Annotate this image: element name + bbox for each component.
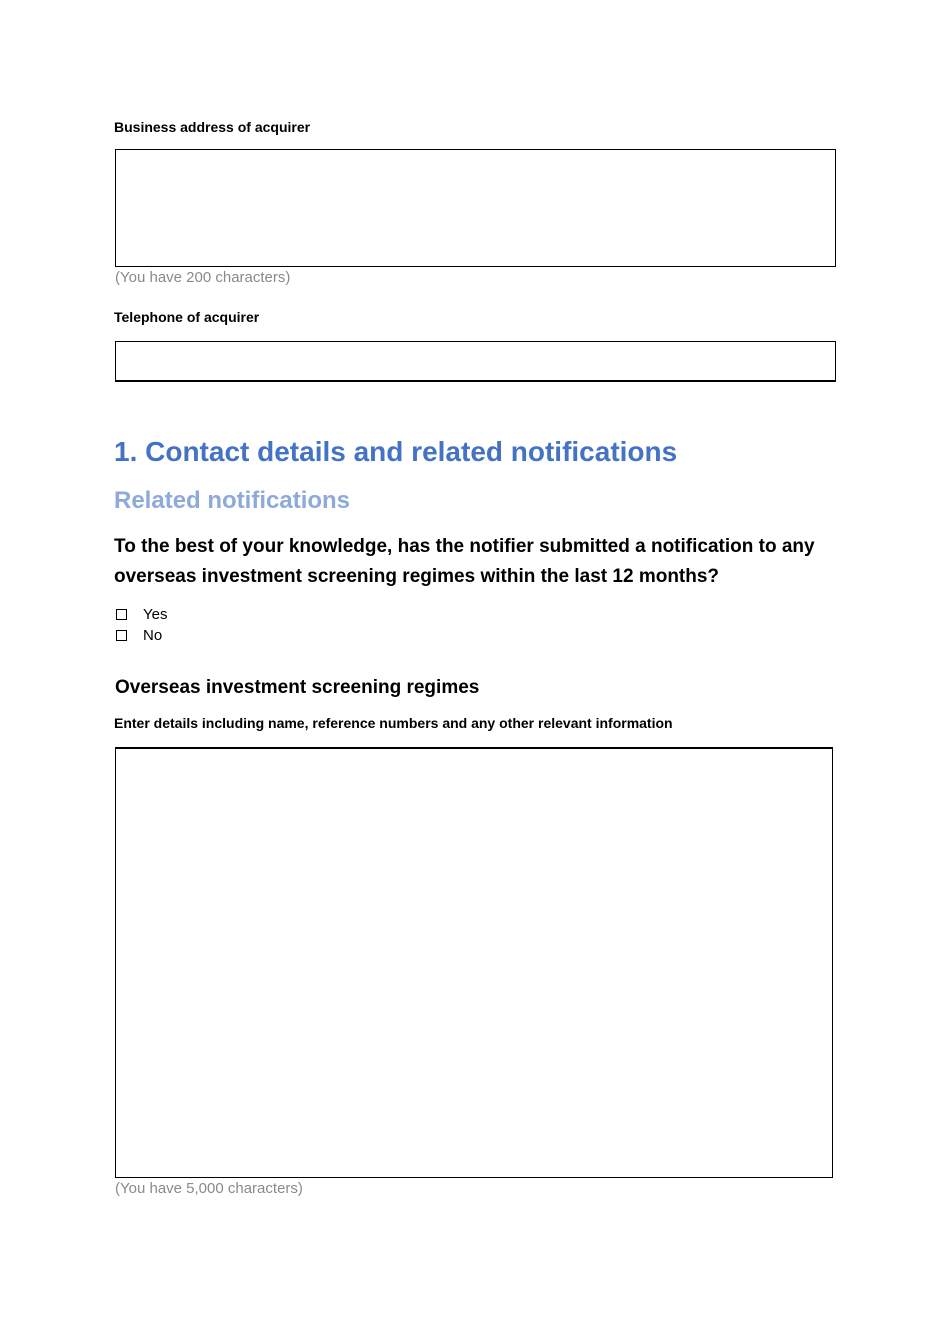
business-address-char-hint: (You have 200 characters) [115,269,291,286]
overseas-details-label: Enter details including name, reference numbers and any other relevant information [114,715,673,731]
business-address-label: Business address of acquirer [114,119,311,135]
business-address-textarea[interactable] [115,149,836,267]
telephone-label: Telephone of acquirer [114,309,260,325]
yes-checkbox[interactable] [116,609,127,620]
overseas-details-textarea[interactable] [115,747,833,1178]
telephone-input[interactable] [115,341,836,382]
option-yes-label: Yes [143,606,168,623]
option-no-label: No [143,627,163,644]
overseas-char-hint: (You have 5,000 characters) [115,1180,303,1197]
option-no[interactable] [116,625,167,646]
overseas-heading: Overseas investment screening regimes [115,677,480,698]
section-subheading: Related notifications [114,487,351,514]
option-yes[interactable] [116,604,167,625]
section-heading: 1. Contact details and related notifications [114,436,678,467]
related-notification-question: To the best of your knowledge, has the notifier submitted a notification to any overseas investment screening regimes within the last 12 months? [114,536,815,587]
no-checkbox[interactable] [116,630,127,641]
answer-options [116,604,167,646]
